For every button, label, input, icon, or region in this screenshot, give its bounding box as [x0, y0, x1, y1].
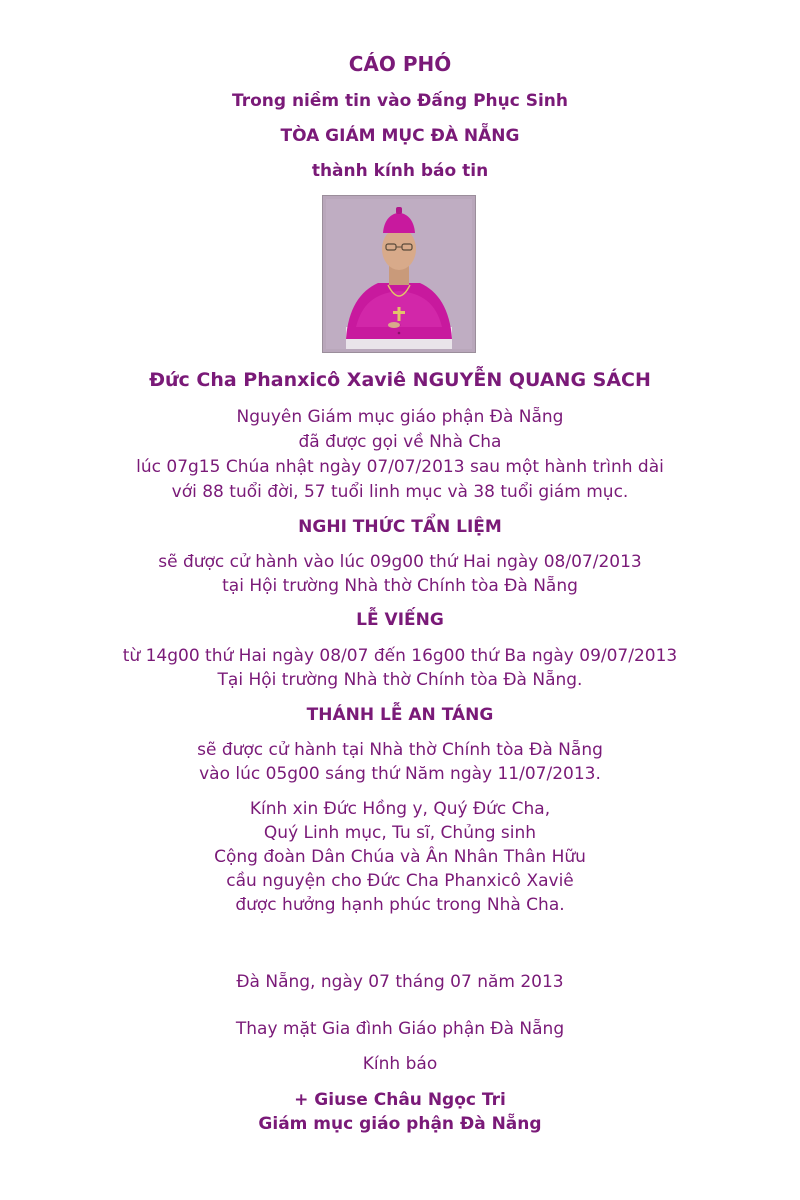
prayer-line: được hưởng hạnh phúc trong Nhà Cha.	[235, 895, 565, 915]
deceased-name: Đức Cha Phanxicô Xaviê NGUYỄN QUANG SÁCH	[149, 369, 651, 391]
diocese-line: TÒA GIÁM MỤC ĐÀ NẴNG	[280, 126, 520, 146]
deceased-line: với 88 tuổi đời, 57 tuổi linh mục và 38 tuổi giám mục.	[171, 482, 629, 502]
announce-line: thành kính báo tin	[311, 161, 489, 181]
section-line: sẽ được cử hành tại Nhà thờ Chính tòa Đà Nẵng	[197, 740, 603, 760]
section-line: Tại Hội trường Nhà thờ Chính tòa Đà Nẵng.	[217, 670, 583, 690]
section-line: sẽ được cử hành vào lúc 09g00 thứ Hai ngày 08/07/2013	[158, 552, 642, 572]
prayer-line: Quý Linh mục, Tu sĩ, Chủng sinh	[263, 823, 537, 843]
section-heading: NGHI THỨC TẨN LIỆM	[298, 517, 502, 537]
faith-line: Trong niềm tin vào Đấng Phục Sinh	[231, 91, 569, 111]
prayer-line: Kính xin Đức Hồng y, Quý Đức Cha,	[249, 799, 551, 819]
deceased-line: lúc 07g15 Chúa nhật ngày 07/07/2013 sau một hành trình dài	[136, 457, 664, 477]
section-heading: LỄ VIẾNG	[356, 610, 444, 630]
date-line: Đà Nẵng, ngày 07 tháng 07 năm 2013	[236, 972, 564, 992]
section-line: vào lúc 05g00 sáng thứ Năm ngày 11/07/2013.	[199, 764, 601, 784]
on-behalf-line: Thay mặt Gia đình Giáo phận Đà Nẵng	[235, 1019, 565, 1039]
obituary-title: CÁO PHÓ	[348, 52, 452, 76]
prayer-line: Cộng đoàn Dân Chúa và Ân Nhân Thân Hữu	[214, 847, 586, 867]
deceased-line: đã được gọi về Nhà Cha	[298, 432, 502, 452]
prayer-line: cầu nguyện cho Đức Cha Phanxicô Xaviê	[226, 871, 574, 891]
signer-name: + Giuse Châu Ngọc Tri	[294, 1090, 506, 1110]
section-heading: THÁNH LỄ AN TÁNG	[306, 705, 494, 725]
bishop-portrait-icon	[326, 199, 472, 349]
section-line: tại Hội trường Nhà thờ Chính tòa Đà Nẵng	[222, 576, 578, 596]
portrait-frame	[322, 195, 476, 353]
kinh-bao-line: Kính báo	[362, 1054, 438, 1074]
section-line: từ 14g00 thứ Hai ngày 08/07 đến 16g00 thứ Ba ngày 09/07/2013	[122, 646, 678, 666]
deceased-line: Nguyên Giám mục giáo phận Đà Nẵng	[236, 407, 564, 427]
signer-title: Giám mục giáo phận Đà Nẵng	[258, 1114, 542, 1134]
